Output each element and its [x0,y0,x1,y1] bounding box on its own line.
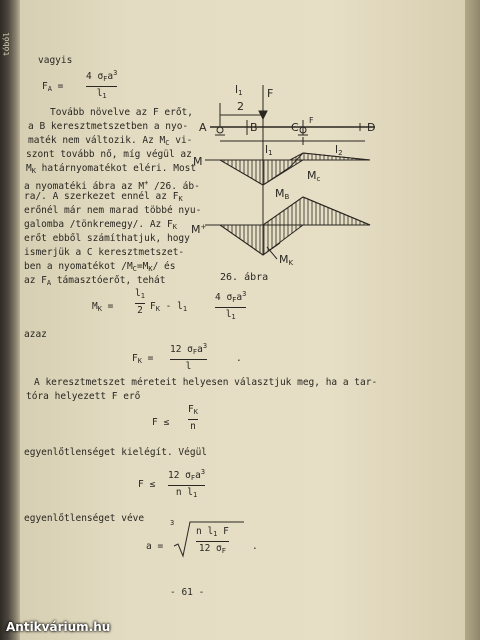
label-l1-top: l1 [235,83,243,97]
text-line: ben a nyomatékot $/M_C=M_K/$ és [24,261,176,273]
figure-caption: 26. ábra [220,272,269,283]
text-line: egyenlőtlenséget véve [24,513,145,524]
text-line: a B keresztmetszetben a nyo- [28,121,189,132]
equation-fk-end: . [236,353,242,364]
label-MC: Mc [307,169,321,183]
label-C: C [291,121,299,134]
text-line: szont tovább nő, míg végül az [26,149,192,160]
fraction-mk-right: 4 $\sigma_Fa^3$ $l_1$ [215,290,247,321]
equation-mk: $M_K$ = [92,301,114,313]
text-line: ismerjük a C keresztmetszet- [24,247,185,258]
text-azaz: azaz [24,329,47,340]
label-B: B [250,121,258,134]
equation-a-end: . [252,541,258,552]
equation-fk: $F_K$ = [132,353,154,365]
book-page [20,0,465,640]
fraction-fk: 12 $\sigma_Fa^3$ l [170,342,208,372]
book-gutter [0,0,20,640]
root-index: 3 [170,519,175,527]
text-line: Tovább növelve az F erőt, [50,107,193,118]
equation-mk-mid: $F_K - l_1$ [150,301,188,313]
fraction-fk-n: $F_K$ n [188,404,198,432]
text-line: erőnél már nem marad többé nyu- [24,205,202,216]
text-line: galomba /tönkremegy/. Az $F_K$ [24,219,177,231]
fraction-final: 12 $\sigma_Fa^3$ n $l_1$ [168,468,206,499]
label-D: D [367,121,376,134]
moment-diagram [191,75,395,275]
text-line: tóra helyezett F erő [26,391,141,402]
label-l1: l1 [265,143,273,157]
text-line: vagyis [38,55,73,66]
label-MK: MK [279,253,294,267]
fraction-fa: 4 $\sigma_Fa^3$ $l_1$ [86,69,118,100]
label-A: A [199,121,207,134]
equation-fa: $F_A$ = [42,81,64,93]
label-MB: MB [275,187,290,201]
text-line: ra/. A szerkezet ennél az $F_K$ [24,191,183,203]
fraction-half-l1: $l_1$ 2 [135,288,145,316]
label-half: 2 [237,100,244,113]
text-line: egyenlőtlenséget kielégít. Végül [24,447,208,458]
text-line: erőt ebből számíthatjuk, hogy [24,233,190,244]
label-M: M [193,155,203,168]
label-F: F [267,87,274,100]
fraction-root: n $l_1$ F 12 $\sigma_F$ [196,526,229,555]
label-l2: l2 [335,143,343,157]
label-Mplus: M+ [191,223,207,236]
gutter-text: tóból [2,32,11,57]
equation-a: a = [146,541,164,552]
text-line: az $F_A$ támasztóerőt, tehát [24,275,166,287]
text-line: maték nem változik. Az $M_C$ vi- [28,135,193,147]
inequality-final: F ≤ [138,479,156,490]
text-line: a nyomatéki ábra az M+ /26. áb- [24,179,200,192]
label-F-small: F [309,116,314,125]
page-number: - 61 - [170,587,205,598]
page-edge [465,0,480,640]
text-line: $M_K$ határnyomatékot eléri. Most [26,163,197,175]
watermark: Antikvárium.hu [6,620,111,634]
text-line: A keresztmetszet méreteit helyesen választjuk meg, ha a tar- [34,377,378,388]
inequality-f: F ≤ [152,417,170,428]
